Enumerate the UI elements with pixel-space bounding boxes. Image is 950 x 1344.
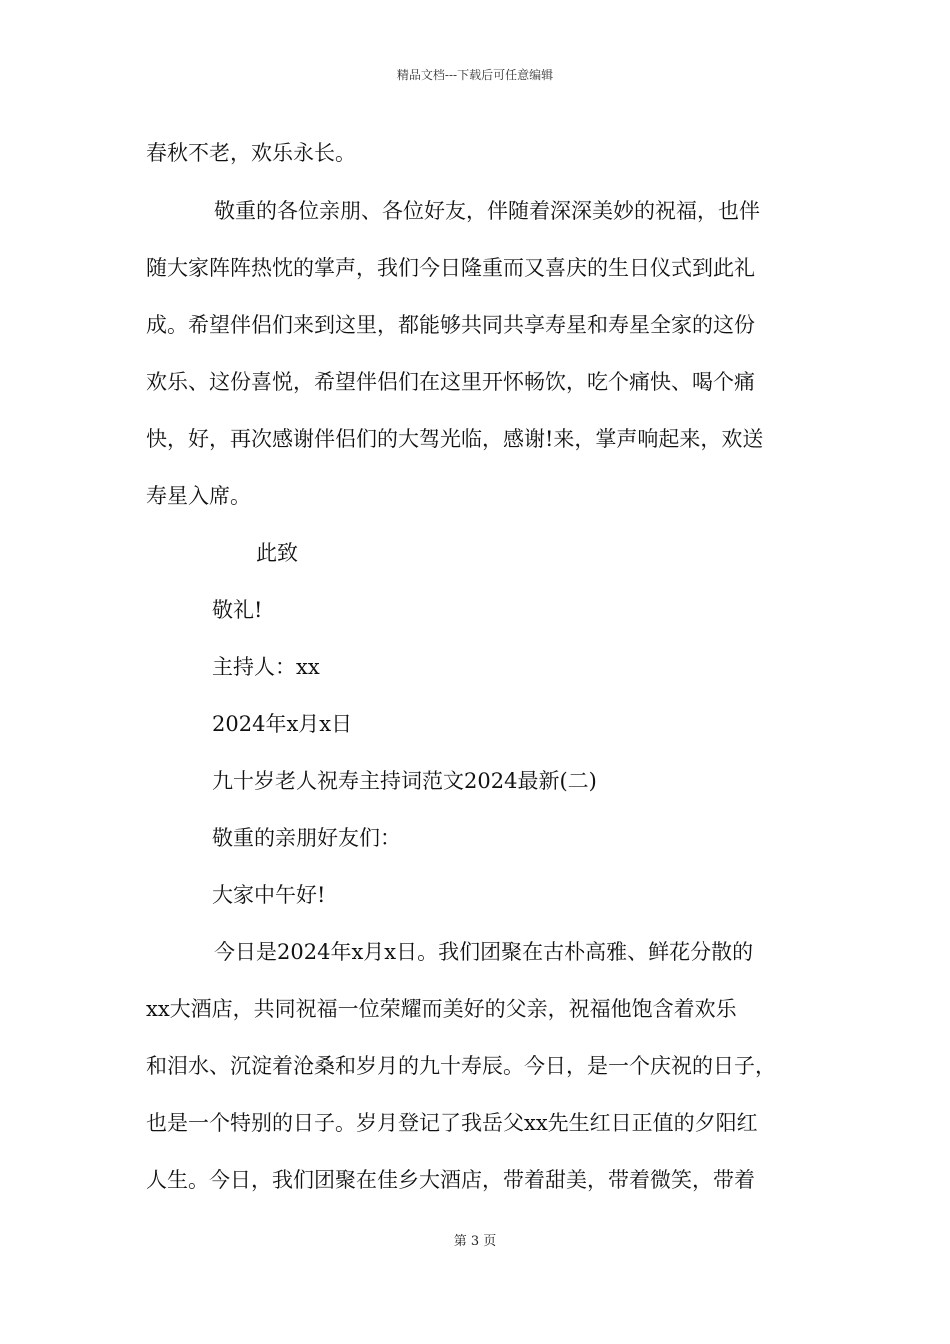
paragraph-line: 也是一个特别的日子。岁月登记了我岳父xx先生红日正值的夕阳红 bbox=[146, 1111, 758, 1135]
paragraph-line: 人生。今日，我们团聚在佳乡大酒店，带着甜美，带着微笑，带着 bbox=[146, 1168, 755, 1192]
paragraph-line: 和泪水、沉淀着沧桑和岁月的九十寿辰。今日，是一个庆祝的日子， bbox=[146, 1054, 776, 1078]
greeting-line: 大家中午好! bbox=[212, 883, 326, 907]
greeting-line: 敬重的亲朋好友们： bbox=[212, 826, 401, 850]
paragraph-line: 寿星入席。 bbox=[146, 484, 251, 508]
paragraph-line: 春秋不老，欢乐永长。 bbox=[146, 141, 356, 165]
date-line: 2024年x月x日 bbox=[212, 712, 353, 736]
host-signature: 主持人：xx bbox=[212, 655, 320, 679]
paragraph-line: 随大家阵阵热忱的掌声，我们今日隆重而又喜庆的生日仪式到此礼 bbox=[146, 256, 755, 280]
closing-salutation: 此致 bbox=[256, 541, 298, 565]
section-title: 九十岁老人祝寿主持词范文2024最新(二) bbox=[212, 769, 597, 793]
paragraph-line: 快，好，再次感谢伴侣们的大驾光临，感谢!来，掌声响起来，欢送 bbox=[146, 427, 764, 451]
closing-regards: 敬礼! bbox=[212, 598, 263, 622]
paragraph-line: xx大酒店，共同祝福一位荣耀而美好的父亲，祝福他饱含着欢乐 bbox=[146, 997, 737, 1021]
page-number: 第 3 页 bbox=[453, 1234, 497, 1249]
paragraph-line: 今日是2024年x月x日。我们团聚在古朴高雅、鲜花分散的 bbox=[214, 940, 754, 964]
paragraph-line: 欢乐、这份喜悦，希望伴侣们在这里开怀畅饮，吃个痛快、喝个痛 bbox=[146, 370, 755, 394]
paragraph-line: 成。希望伴侣们来到这里，都能够共同共享寿星和寿星全家的这份 bbox=[146, 313, 755, 337]
paragraph-line: 敬重的各位亲朋、各位好友，伴随着深深美妙的祝福，也伴 bbox=[214, 199, 760, 223]
page-header: 精品文档---下载后可任意编辑 bbox=[396, 68, 554, 82]
